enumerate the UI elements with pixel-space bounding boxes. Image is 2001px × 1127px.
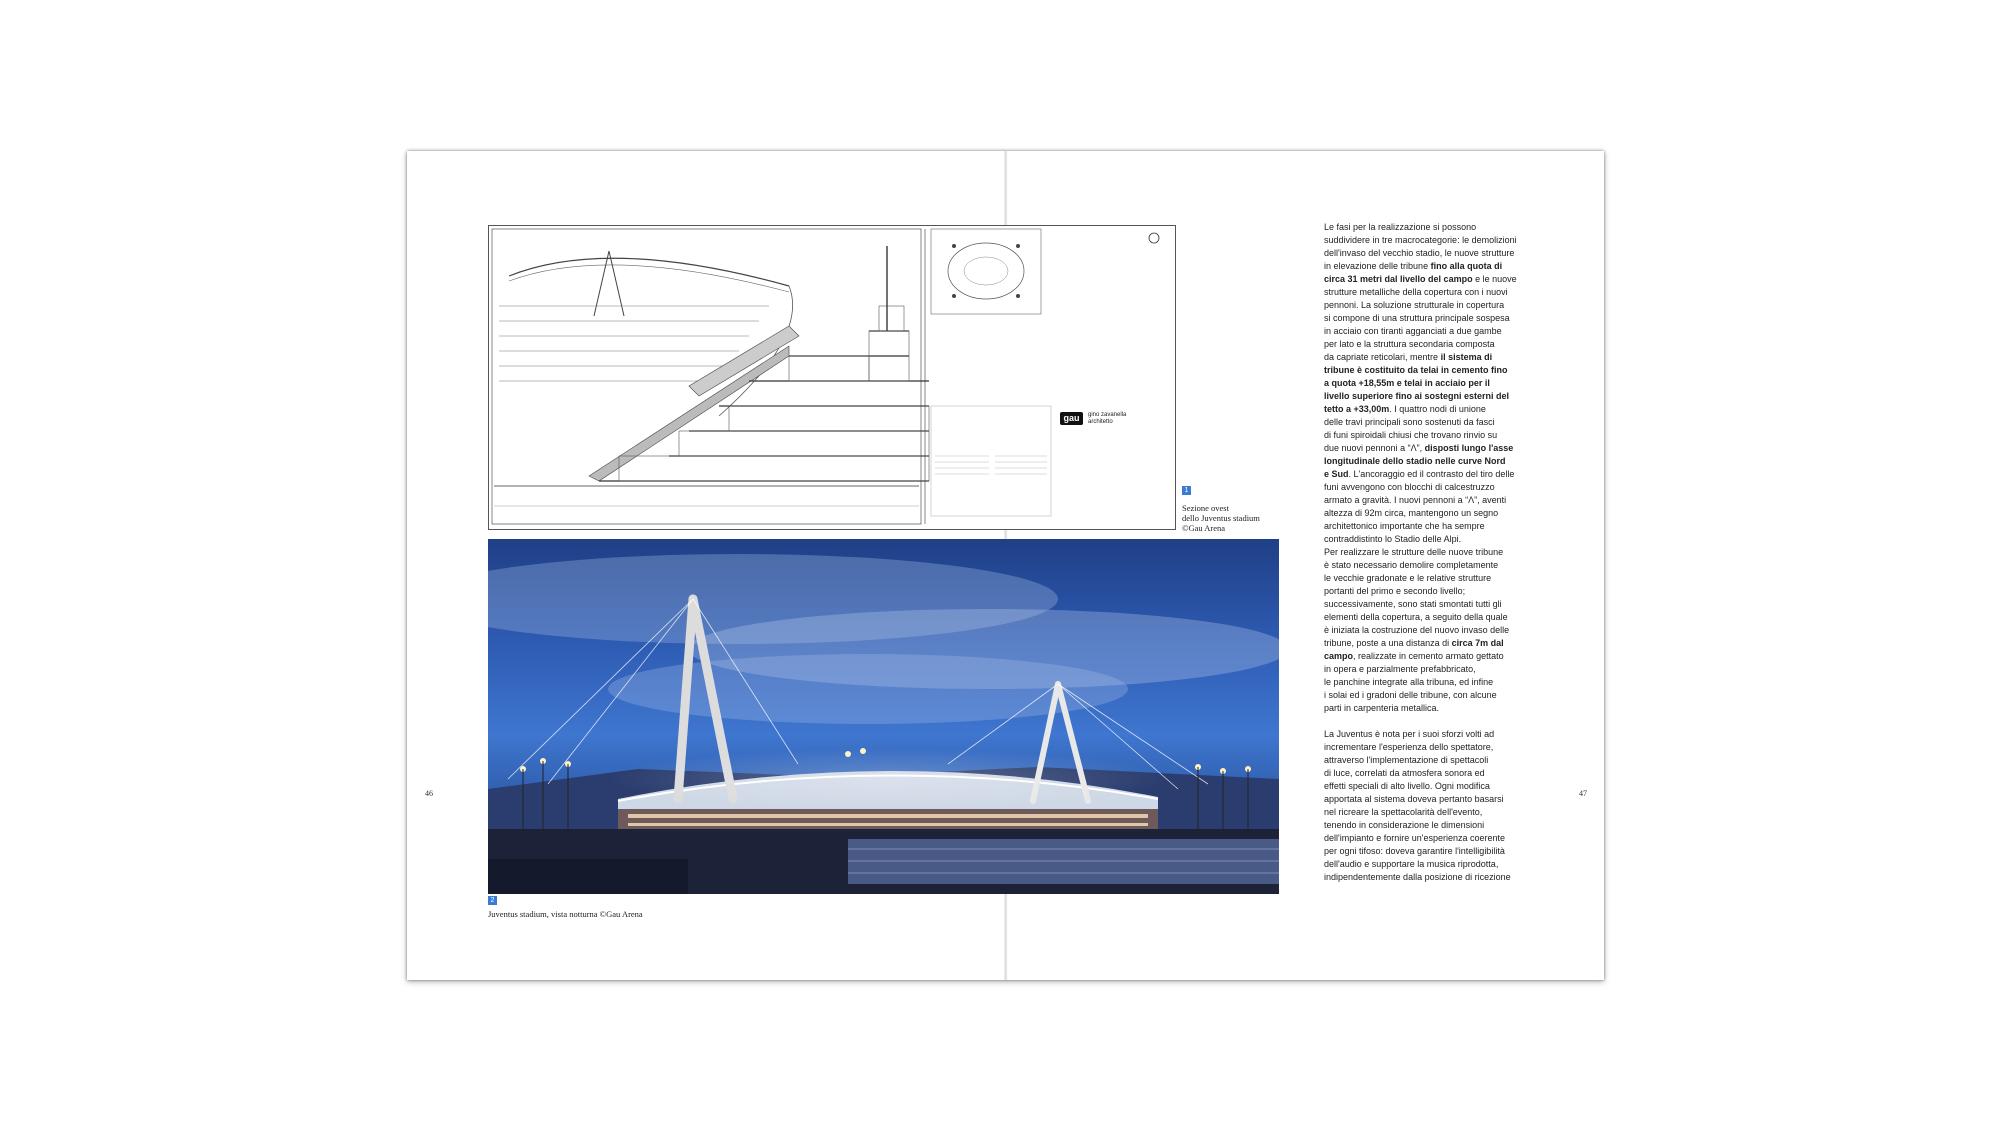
p1-bold-4: circa 7m dal campo (1324, 638, 1504, 661)
stadium-night-photo-art (488, 539, 1279, 894)
p1-segment-e: . L'ancoraggio ed il contrasto del tiro delle funi avvengono con blocchi di calcestruzzo armato a gravità. I nuovi pennoni a “Λ”, aventi altezza di 92m circa, mantengono un segno architettonico importante che ha sempre contraddistinto lo Stadio delle Alpi. Per realizzare le strutture delle nuove tribune è stato necessario demolire completamente le vecchie gradonate e le relative strutture portanti del primo e secondo livello; successivamente, sono stati smontati tutti gli elementi della copertura, a seguito della quale è iniziata la costruzione del nuovo invaso delle tribune, poste a una distanza di (1324, 469, 1515, 648)
p1-segment-a: Le fasi per la realizzazione si possono suddividere in tre macrocategorie: le demolizioni dell'invaso del vecchio stadio, le nuove strutture in elevazione delle tribune (1324, 222, 1517, 271)
p1-bold-3: disposti lungo l'asse longitudinale dello stadio nelle curve Nord e Sud (1324, 443, 1514, 479)
left-page-number: 46 (425, 789, 433, 798)
magazine-spread (407, 151, 1604, 980)
studio-name (1088, 412, 1126, 426)
article-text (1324, 221, 1524, 884)
right-page-number: 47 (1579, 789, 1587, 798)
section-drawing (488, 225, 1176, 530)
figure-1-badge: 1 (1182, 486, 1191, 495)
p1-segment-f: , realizzate in cemento armato gettato in opera e parzialmente prefabbricato, le panchine integrate alla tribuna, ed infine i solai ed i gradoni delle tribune, con alcune parti in carpenteria metallica. (1324, 651, 1504, 713)
gau-logo: gau (1060, 412, 1083, 425)
paragraph-1 (1324, 221, 1524, 715)
figure-2-caption: Juventus stadium, vista notturna ©Gau Arena (488, 909, 643, 919)
section-drawing-art (489, 226, 1175, 529)
stadium-night-photo (488, 539, 1279, 894)
p1-bold-2: il sistema di tribune è costituito da telai in cemento fino a quota +18,55m e telai in acciaio per il livello superiore fino ai sostegni esterni del tetto a +33,00m (1324, 352, 1510, 414)
p1-segment-c: e le nuove strutture metalliche della copertura con i nuovi pennoni. La soluzione strutturale in copertura si compone di una struttura principale sospesa in acciaio con tiranti agganciati a due gambe per lato e la struttura secondaria composta da capriate reticolari, mentre (1324, 274, 1517, 362)
paragraph-2: La Juventus è nota per i suoi sforzi volti ad incrementare l'esperienza dello spettatore, attraverso l'implementazione di spettacoli di luce, correlati da atmosfera sonora ed effetti speciali di alto livello. Ogni modifica apportata al sistema doveva pertanto basarsi nel ricreare la spettacolarità dell'evento, tenendo in considerazione le dimensioni dell'impianto e fornire un'esperienza coerente per ogni tifoso: doveva garantire l'intelligibilità dell'audio e supportare la musica riprodotta, indipendentemente dalla posizione di ricezione (1324, 729, 1511, 882)
p1-bold-1: fino alla quota di circa 31 metri dal livello del campo (1324, 261, 1503, 284)
studio-line-1: gino zavanella (1088, 412, 1127, 418)
studio-line-2: architetto (1088, 419, 1113, 425)
paragraph-gap (1324, 715, 1524, 728)
figure-2-badge: 2 (488, 896, 497, 905)
figure-1-caption: Sezione ovest dello Juventus stadium ©Gau Arena (1182, 503, 1260, 533)
p1-segment-d: . I quattro nodi di unione delle travi principali sono sostenuti da fasci di funi spiroidali chiusi che trovano rinvio su due nuovi pennoni a “Λ”, (1324, 404, 1498, 453)
